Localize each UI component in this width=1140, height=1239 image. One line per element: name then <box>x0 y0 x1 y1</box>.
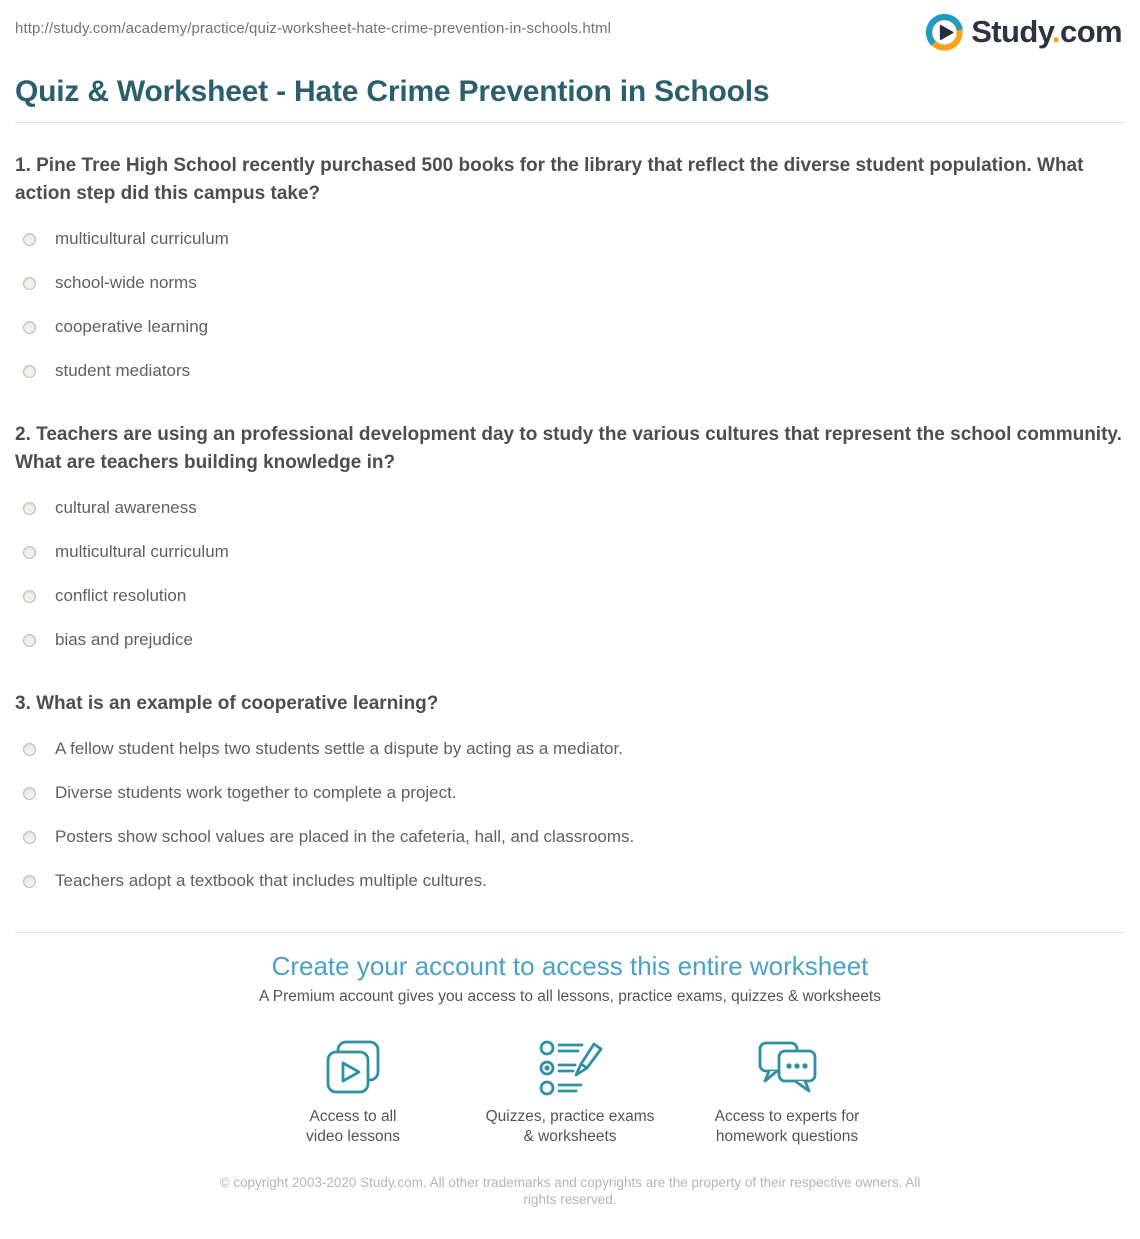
option-label: cultural awareness <box>55 498 197 517</box>
question-2-text: 2. Teachers are using an professional development day to study the various cultures that represent the school community. What are teachers building knowledge in? <box>15 424 1122 473</box>
create-account-link[interactable]: Create your account to access this entire worksheet <box>271 951 869 981</box>
logo-dot: . <box>1052 14 1061 49</box>
feature-label-line2: homework questions <box>715 1128 859 1145</box>
option-label: bias and prejudice <box>55 630 193 649</box>
feature-label <box>679 1107 896 1147</box>
radio-button[interactable] <box>23 634 36 647</box>
radio-button[interactable] <box>23 743 36 756</box>
radio-button[interactable] <box>23 590 36 603</box>
option-label: school-wide norms <box>55 273 197 292</box>
question-1 <box>15 152 1125 383</box>
question-1-options <box>15 227 1125 383</box>
feature-expert-help <box>679 1036 896 1147</box>
feature-label-line2: & worksheets <box>523 1128 617 1145</box>
features-row <box>15 1036 1125 1147</box>
feature-label-line1: Quizzes, practice exams <box>485 1108 655 1125</box>
quizzes-worksheets-icon <box>462 1036 679 1098</box>
answer-option[interactable] <box>15 271 1125 295</box>
answer-option[interactable] <box>15 359 1125 383</box>
footer <box>15 1174 1125 1209</box>
feature-video-lessons <box>245 1036 462 1147</box>
radio-button[interactable] <box>23 831 36 844</box>
answer-option[interactable] <box>15 227 1125 251</box>
question-2 <box>15 421 1125 652</box>
answer-option[interactable] <box>15 496 1125 520</box>
radio-button[interactable] <box>23 233 36 246</box>
answer-option[interactable] <box>15 628 1125 652</box>
answer-option[interactable] <box>15 869 1125 893</box>
option-label: Posters show school values are placed in the cafeteria, hall, and classrooms. <box>55 827 635 846</box>
radio-button[interactable] <box>23 546 36 559</box>
answer-option[interactable] <box>15 825 1125 849</box>
page-url: http://study.com/academy/practice/quiz-worksheet-hate-crime-prevention-in-schools.html <box>15 20 612 37</box>
radio-button[interactable] <box>23 321 36 334</box>
logo-text <box>971 12 1122 52</box>
radio-button[interactable] <box>23 365 36 378</box>
option-label: student mediators <box>55 361 191 380</box>
feature-label-line2: video lessons <box>306 1128 400 1145</box>
answer-option[interactable] <box>15 584 1125 608</box>
question-3-text: 3. What is an example of cooperative learning? <box>15 693 439 714</box>
video-lessons-icon <box>245 1036 462 1098</box>
answer-option[interactable] <box>15 540 1125 564</box>
studycom-logo[interactable] <box>925 12 1125 52</box>
chat-experts-icon <box>679 1036 896 1098</box>
option-label: multicultural curriculum <box>55 542 229 561</box>
feature-label <box>245 1107 462 1147</box>
option-label: Teachers adopt a textbook that includes multiple cultures. <box>55 871 487 890</box>
feature-quizzes-worksheets <box>462 1036 679 1147</box>
feature-label-line1: Access to experts for <box>714 1108 860 1125</box>
radio-button[interactable] <box>23 875 36 888</box>
radio-button[interactable] <box>23 502 36 515</box>
copyright-text: © copyright 2003-2020 Study.com. All other trademarks and copyrights are the property of their respective owners. All rights reserved. <box>219 1175 921 1207</box>
option-label: A fellow student helps two students settle a dispute by acting as a mediator. <box>55 739 623 758</box>
title-divider <box>15 122 1125 123</box>
answer-option[interactable] <box>15 315 1125 339</box>
cta-divider <box>15 932 1125 933</box>
option-label: conflict resolution <box>55 586 187 605</box>
page-title: Quiz & Worksheet - Hate Crime Prevention in Schools <box>15 75 770 108</box>
radio-button[interactable] <box>23 277 36 290</box>
cta-section <box>15 950 1125 1147</box>
answer-option[interactable] <box>15 781 1125 805</box>
question-1-text: 1. Pine Tree High School recently purchased 500 books for the library that reflect the diverse student population. What action step did this campus take? <box>15 155 1084 204</box>
logo-com: com <box>1060 14 1122 49</box>
radio-button[interactable] <box>23 787 36 800</box>
question-2-options <box>15 496 1125 652</box>
option-label: cooperative learning <box>55 317 209 336</box>
answer-option[interactable] <box>15 737 1125 761</box>
option-label: multicultural curriculum <box>55 229 229 248</box>
question-3-options <box>15 737 1125 893</box>
cta-subtitle: A Premium account gives you access to all lessons, practice exams, quizzes & worksheets <box>259 988 881 1005</box>
logo-study: Study <box>971 14 1053 49</box>
feature-label-line1: Access to all <box>309 1108 397 1125</box>
header <box>15 0 1125 52</box>
feature-label <box>462 1107 679 1147</box>
play-circle-icon <box>925 13 964 52</box>
option-label: Diverse students work together to complete a project. <box>55 783 457 802</box>
question-3 <box>15 690 1125 893</box>
